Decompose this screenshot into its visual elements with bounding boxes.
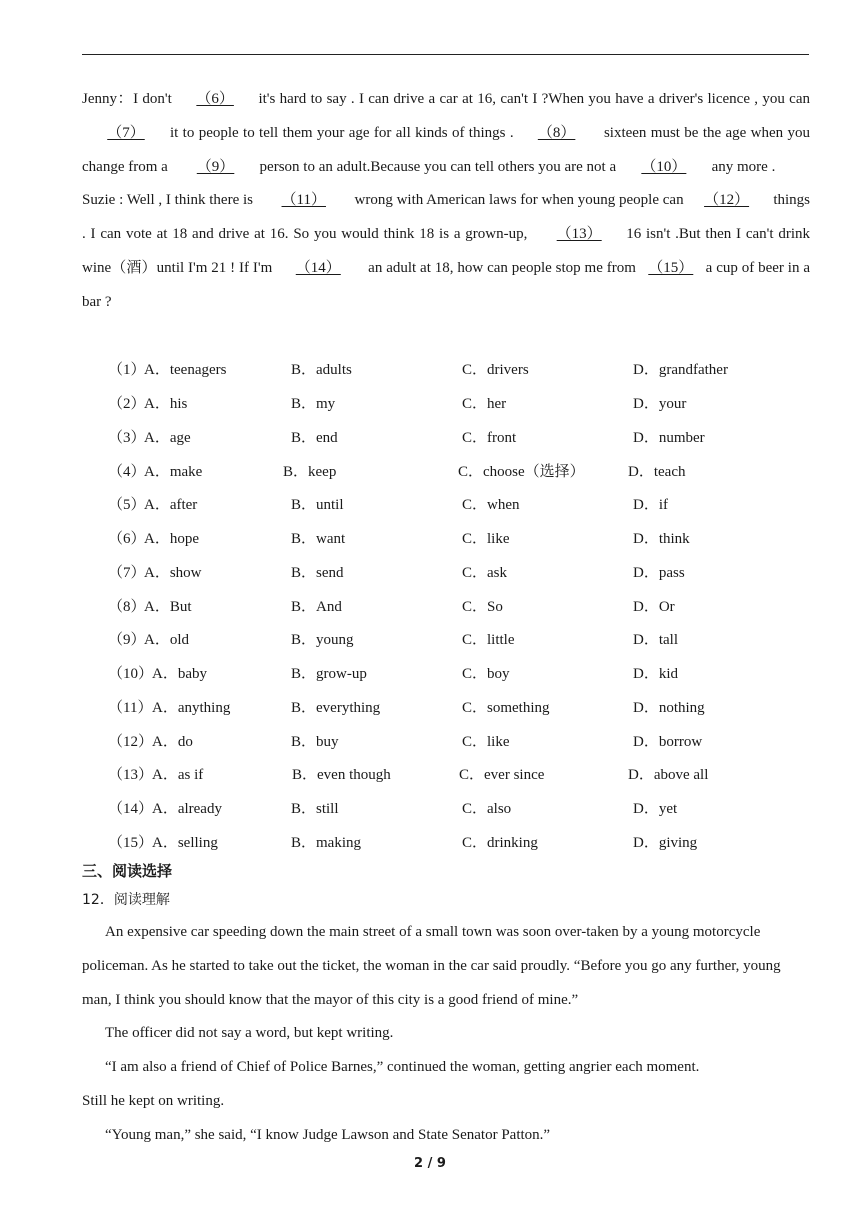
option-row-5 — [108, 488, 828, 522]
header-rule — [82, 54, 809, 55]
jenny-speaker: Jenny： — [82, 91, 134, 107]
option-row-7 — [108, 556, 828, 590]
option-b: B．even though — [292, 767, 391, 783]
blank-14: （14） — [295, 259, 341, 276]
option-b: B．end — [291, 430, 338, 446]
page-number: 2 / 9 — [414, 1156, 446, 1171]
option-a: A．hope — [144, 531, 199, 547]
option-b: B．until — [291, 497, 344, 513]
blank-9: （9） — [196, 158, 235, 175]
option-b: B．young — [291, 632, 354, 648]
option-row-12 — [108, 725, 828, 759]
option-row-11 — [108, 691, 828, 725]
option-number: （1） — [108, 362, 146, 378]
blank-12: （12） — [704, 192, 750, 209]
suzie-paragraph: Suzie : Well , I think there is （11） wrong with American laws for when young people can （12） things . I can vote at 18 and drive at 16. So you would think 18 is a grown-up, （13） 16 isn't .But then I can't drink wine（酒）until I'm 21 ! If I'm （14） an adult at 18, how can people stop me from （15） a cup of beer in a bar ? — [82, 184, 810, 319]
section-heading: 三、阅读选择 — [82, 862, 173, 880]
option-number: （14） — [108, 801, 154, 817]
option-number: （15） — [108, 835, 154, 851]
option-d: D．think — [633, 531, 690, 547]
jenny-paragraph: Jenny：I don't （6） it's hard to say . I can drive a car at 16, can't I ?When you have a driver's licence , you can （7） it to people to tell them your age for all kinds of things . （8） sixteen must be the age when you change from a （9） person to an adult.Because you can tell others you are not a （10） any more . — [82, 83, 810, 184]
option-c: C．So — [462, 599, 503, 615]
option-c: C．boy — [462, 666, 510, 682]
passage-paragraph: The officer did not say a word, but kept writing. — [105, 1025, 394, 1042]
option-b: B．And — [291, 599, 342, 615]
option-number: （12） — [108, 734, 154, 750]
option-row-3 — [108, 421, 828, 455]
question-label: 12．阅读理解 — [82, 892, 170, 908]
option-a: A．show — [144, 565, 202, 581]
option-a: A．old — [144, 632, 190, 648]
option-number: （11） — [108, 700, 153, 716]
blank-11: （11） — [281, 192, 326, 209]
passage-paragraph: “I am also a friend of Chief of Police Barnes,” continued the woman, getting angrier each moment. — [105, 1059, 700, 1076]
option-a: A．teenagers — [144, 362, 227, 378]
option-c: C．drinking — [462, 835, 538, 851]
option-d: D．giving — [633, 835, 698, 851]
option-a: A．as if — [152, 767, 204, 783]
option-a: A．selling — [152, 835, 218, 851]
blank-6: （6） — [196, 91, 234, 107]
option-d: D．number — [633, 430, 705, 446]
option-b: B．adults — [291, 362, 352, 378]
blank-15: （15） — [648, 259, 694, 276]
option-d: D．borrow — [633, 734, 703, 750]
option-a: A．baby — [152, 666, 207, 682]
option-number: （10） — [108, 666, 154, 682]
option-d: D．yet — [633, 801, 678, 817]
option-row-14 — [108, 792, 828, 826]
option-row-10 — [108, 657, 828, 691]
option-d: D．teach — [628, 464, 686, 480]
option-c: C．when — [462, 497, 520, 513]
passage-paragraph: Still he kept on writing. — [82, 1092, 225, 1109]
option-a: A．age — [144, 430, 191, 446]
option-c: C．something — [462, 700, 550, 716]
option-b: B．send — [291, 565, 344, 581]
option-c: C．ask — [462, 565, 508, 581]
option-c: C．also — [462, 801, 512, 817]
option-row-1 — [108, 353, 828, 387]
option-d: D．Or — [633, 599, 675, 615]
option-number: （13） — [108, 767, 154, 783]
option-number: （9） — [108, 632, 146, 648]
option-b: B．still — [291, 801, 339, 817]
option-d: D．if — [633, 497, 668, 513]
blank-8: （8） — [537, 124, 576, 141]
option-a: A．his — [144, 396, 188, 412]
blank-10: （10） — [641, 158, 687, 175]
reading-passage — [82, 916, 810, 1153]
blank-7: （7） — [107, 124, 145, 141]
option-row-4 — [108, 455, 828, 489]
option-b: B．everything — [291, 700, 381, 716]
option-a: A．after — [144, 497, 198, 513]
option-b: B．my — [291, 396, 336, 412]
option-number: （5） — [108, 497, 146, 513]
option-c: C．little — [462, 632, 515, 648]
option-number: （8） — [108, 599, 146, 615]
option-b: B．want — [291, 531, 346, 547]
passage-paragraph: An expensive car speeding down the main street of a small town was soon over-taken by a young motorcycle policeman. As he started to take out the ticket, the woman in the car said proudly. “Before you go any further, young man, I think you should know that the mayor of this city is a good friend of mine.” — [82, 924, 781, 1008]
option-a: A．make — [144, 464, 203, 480]
option-row-15 — [108, 826, 828, 860]
option-row-6 — [108, 522, 828, 556]
option-number: （7） — [108, 565, 146, 581]
option-a: A．do — [152, 734, 193, 750]
option-b: B．making — [291, 835, 361, 851]
blank-13: （13） — [556, 226, 602, 243]
option-a: A．already — [152, 801, 222, 817]
option-b: B．grow-up — [291, 666, 367, 682]
option-d: D．your — [633, 396, 687, 412]
option-d: D．grandfather — [633, 362, 728, 378]
option-c: C．her — [462, 396, 507, 412]
option-row-13 — [108, 758, 828, 792]
option-row-8 — [108, 590, 828, 624]
option-number: （6） — [108, 531, 146, 547]
option-row-9 — [108, 623, 828, 657]
option-a: A．anything — [152, 700, 231, 716]
option-a: A．But — [144, 599, 192, 615]
suzie-speaker: Suzie : — [82, 192, 127, 209]
option-c: C．like — [462, 531, 510, 547]
dialogue-text — [82, 83, 810, 320]
option-number: （4） — [108, 464, 146, 480]
option-d: D．pass — [633, 565, 685, 581]
option-c: C．like — [462, 734, 510, 750]
option-number: （2） — [108, 396, 146, 412]
option-d: D．tall — [633, 632, 678, 648]
option-d: D．kid — [633, 666, 679, 682]
option-row-2 — [108, 387, 828, 421]
option-c: C．drivers — [462, 362, 529, 378]
option-c: C．front — [462, 430, 517, 446]
passage-paragraph: “Young man,” she said, “I know Judge Lawson and State Senator Patton.” — [105, 1126, 551, 1143]
option-b: B．buy — [291, 734, 339, 750]
option-d: D．nothing — [633, 700, 705, 716]
option-c: C．ever since — [459, 767, 545, 783]
option-d: D．above all — [628, 767, 709, 783]
option-b: B．keep — [283, 464, 337, 480]
option-c: C．choose（选择） — [458, 464, 585, 480]
option-number: （3） — [108, 430, 146, 446]
